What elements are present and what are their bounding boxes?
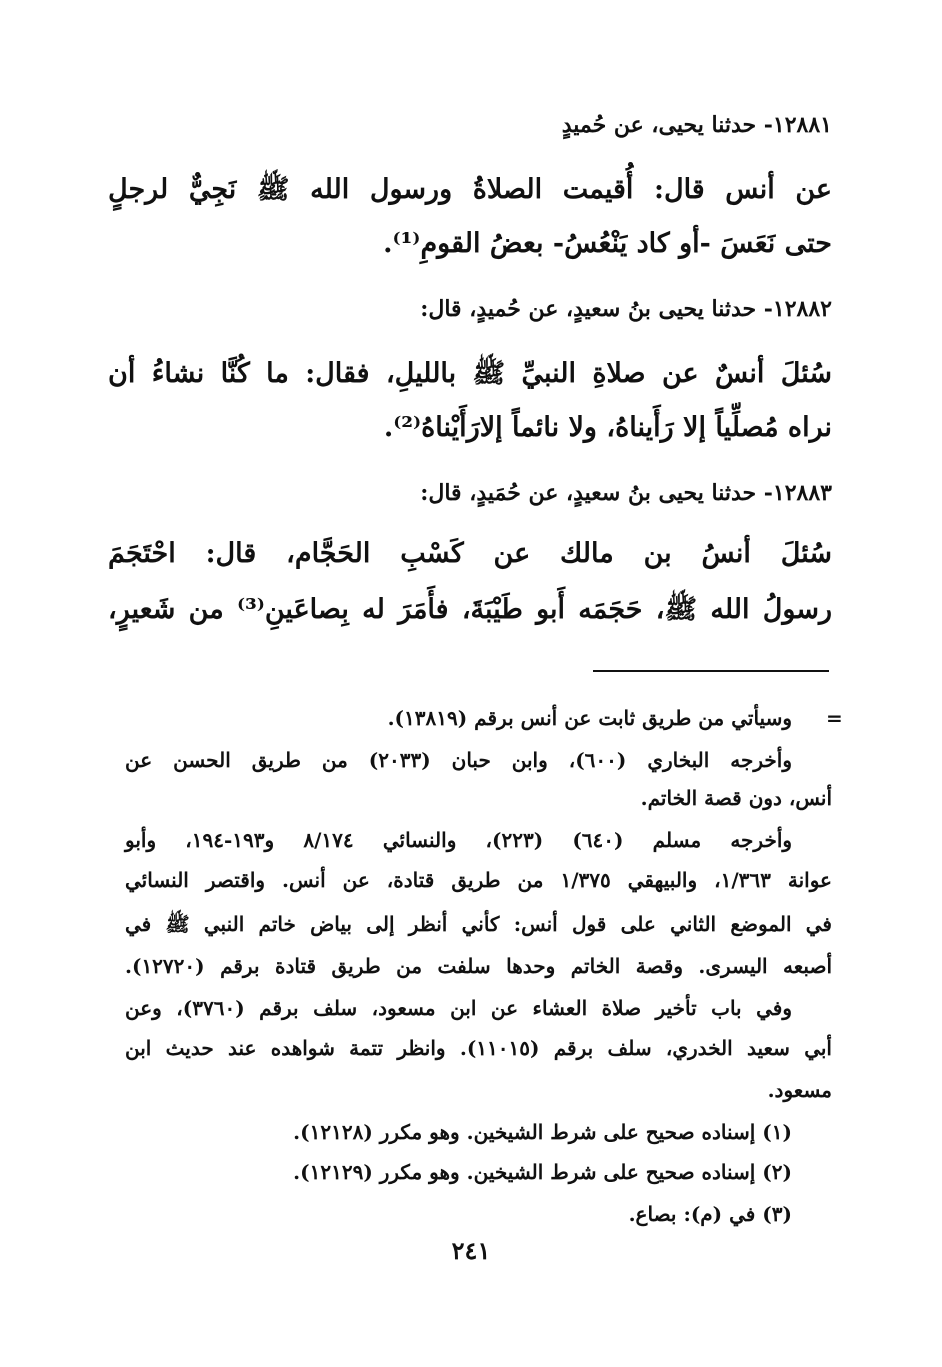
footnote-separator — [593, 670, 829, 672]
hadith-text-line: حتى نَعَسَ -أو كاد يَنْعُسُ- بعضُ القومِ⁽¹⁾. — [383, 228, 832, 259]
hadith-text-line: سُئلَ أنسٌ عن صلاةِ النبيِّ ﷺ بالليلِ، فقال: ما كُنَّا نشاءُ أن — [108, 358, 832, 389]
footnote-line: في الموضع الثاني على قول أنس: كأني أنظر إلى بياض خاتم النبي ﷺ في — [125, 912, 832, 936]
hadith-heading: ١٢٨٨١- حدثنا يحيى، عن حُميدٍ — [561, 112, 832, 138]
footnote-line: وأخرجه مسلم (٦٤٠) (٢٢٣)، والنسائي ٨/١٧٤ و١٩٣-١٩٤، وأبو — [125, 828, 793, 852]
hadith-text-line: رسولُ الله ﷺ، حَجَمَه أَبو طَيْبَةَ، فأَمَرَ له بِصاعَينِ⁽³⁾ من شَعيرٍ، — [108, 594, 832, 625]
numbered-footnote: (٣) في (م): بصاع. — [628, 1202, 792, 1226]
hadith-text-line: سُئلَ أنسُ بن مالك عن كَسْبِ الحَجَّام، قال: احْتَجَمَ — [108, 538, 832, 569]
footnote-line: أنس، دون قصة الخاتم. — [640, 786, 832, 810]
hadith-text-line: نراه مُصلِّياً إلا رَأَيناهُ، ولا نائماً إلارَأَيْناهُ⁽²⁾. — [383, 412, 832, 443]
footnote-line: وأخرجه البخاري (٦٠٠)، وابن حبان (٢٠٣٣) من طريق الحسن عن — [125, 748, 792, 772]
hadith-heading: ١٢٨٨٢- حدثنا يحيى بنُ سعيدٍ، عن حُميدٍ، قال: — [420, 296, 832, 322]
footnote-line: عوانة ١/٣٦٣، والبيهقي ١/٣٧٥ من طريق قتادة، عن أنس. واقتصر النسائي — [125, 868, 832, 892]
footnote-line: وسيأتي من طريق ثابت عن أنس برقم (١٣٨١٩). — [387, 706, 792, 730]
footnote-line: أبي سعيد الخدري، سلف برقم (١١٠١٥). وانظر تتمة شواهده عند حديث ابن — [125, 1036, 832, 1060]
footnote-line: مسعود. — [767, 1078, 832, 1102]
numbered-footnote: (٢) إسناده صحيح على شرط الشيخين. وهو مكرر (١٢١٢٩). — [293, 1160, 792, 1184]
numbered-footnote: (١) إسناده صحيح على شرط الشيخين. وهو مكرر (١٢١٢٨). — [293, 1120, 792, 1144]
hadith-text-line: عن أنس قال: أُقيمت الصلاةُ ورسول الله ﷺ نَجِيٌّ لرجلٍ — [108, 174, 832, 205]
footnote-continuation-mark: = — [826, 706, 843, 730]
hadith-heading: ١٢٨٨٣- حدثنا يحيى بنُ سعيدٍ، عن حُمَيدٍ، قال: — [420, 480, 832, 506]
page-number: ٢٤١ — [451, 1236, 491, 1265]
footnote-line: أصبعه اليسرى. وقصة الخاتم وحدها سلفت من طريق قتادة برقم (١٢٧٢٠). — [125, 954, 832, 978]
footnote-line: وفي باب تأخير صلاة العشاء عن ابن مسعود، سلف برقم (٣٧٦٠)، وعن — [125, 996, 792, 1020]
